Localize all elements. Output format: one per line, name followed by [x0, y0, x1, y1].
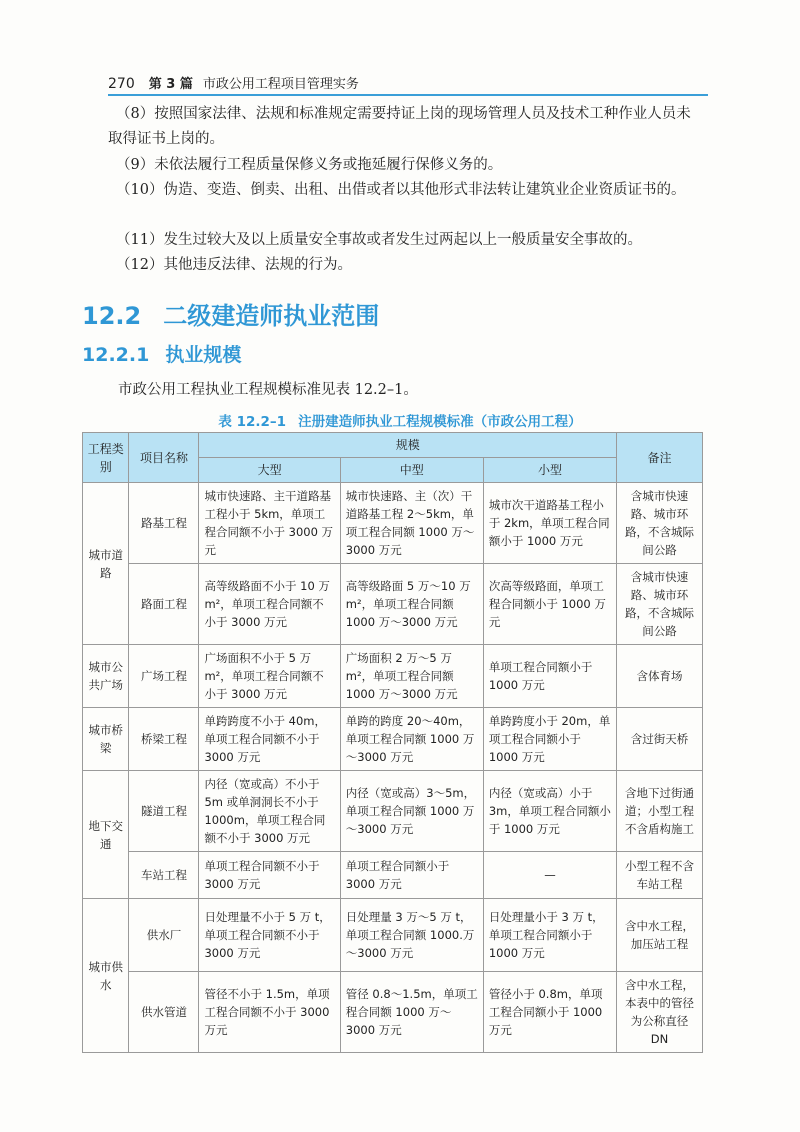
- project-cell: 供水管道: [129, 972, 199, 1053]
- intro-text: 市政公用工程执业工程规模标准见表 12.2–1。: [118, 382, 418, 398]
- project-cell: 路面工程: [129, 564, 199, 645]
- header-title: 市政公用工程项目管理实务: [202, 77, 359, 92]
- paragraph-9: （9）未依法履行工程质量保修义务或拖延履行保修义务的。: [116, 157, 503, 173]
- note-cell: 含中水工程，加压站工程: [617, 899, 703, 972]
- table-row: [83, 972, 703, 1053]
- medium-cell: 内径（宽或高）3～5m，单项工程合同额 1000 万～3000 万元: [340, 771, 483, 852]
- note-cell: 含地下过街通道；小型工程不含盾构施工: [617, 771, 703, 852]
- table-row: [83, 771, 703, 852]
- medium-cell: 日处理量 3 万～5 万 t，单项工程合同额 1000.万～3000 万元: [340, 899, 483, 972]
- paragraph-12: （12）其他违反法律、法规的行为。: [116, 257, 352, 273]
- large-cell: 城市快速路、主干道路基工程小于 5km，单项工程合同额不小于 3000 万元: [199, 483, 340, 564]
- section-title: 二级建造师执业范围: [163, 302, 380, 330]
- table-caption-number: 表 12.2–1: [218, 414, 287, 430]
- subsection-title: 执业规模: [165, 344, 242, 366]
- small-cell: 城市次干道路基工程小于 2km，单项工程合同额小于 1000 万元: [483, 483, 616, 564]
- header-scale: 规模: [199, 433, 617, 458]
- table-row: [83, 564, 703, 645]
- paragraph-11: （11）发生过较大及以上质量安全事故或者发生过两起以上一般质量安全事故的。: [116, 232, 642, 248]
- medium-cell: 城市快速路、主（次）干道路基工程 2～5km，单项工程合同额 1000 万～3000 万元: [340, 483, 483, 564]
- small-cell: 单跨跨度小于 20m，单项工程合同额小于 1000 万元: [483, 708, 616, 771]
- medium-cell: 单项工程合同额小于 3000 万元: [340, 852, 483, 899]
- header-rule: [108, 94, 708, 96]
- project-cell: 供水厂: [129, 899, 199, 972]
- page-header: [108, 70, 708, 92]
- category-cell: 城市公共广场: [83, 645, 129, 708]
- project-cell: 路基工程: [129, 483, 199, 564]
- note-cell: 含城市快速路、城市环路，不含城际间公路: [617, 564, 703, 645]
- header-medium: 中型: [340, 458, 483, 483]
- project-cell: 车站工程: [129, 852, 199, 899]
- medium-cell: 广场面积 2 万～5 万 m²，单项工程合同额 1000 万～3000 万元: [340, 645, 483, 708]
- page-number: 270: [108, 76, 135, 92]
- category-cell: 城市桥梁: [83, 708, 129, 771]
- note-cell: 含中水工程，本表中的管径为公称直径 DN: [617, 972, 703, 1053]
- large-cell: 单项工程合同额不小于 3000 万元: [199, 852, 340, 899]
- medium-cell: 高等级路面 5 万～10 万 m²，单项工程合同额 1000 万～3000 万元: [340, 564, 483, 645]
- part-label: 第 3 篇: [148, 77, 193, 92]
- medium-cell: 单跨的跨度 20～40m，单项工程合同额 1000 万～3000 万元: [340, 708, 483, 771]
- table-row: [83, 852, 703, 899]
- large-cell: 高等级路面不小于 10 万 m²，单项工程合同额不小于 3000 万元: [199, 564, 340, 645]
- paragraph-10: （10）伪造、变造、倒卖、出租、出借或者以其他形式非法转让建筑业企业资质证书的。: [116, 182, 686, 198]
- small-cell: 次高等级路面，单项工程合同额小于 1000 万元: [483, 564, 616, 645]
- category-cell: 城市供水: [83, 899, 129, 1053]
- table-row: [83, 645, 703, 708]
- table-caption-title: 注册建造师执业工程规模标准（市政公用工程）: [298, 414, 582, 430]
- section-heading: [82, 296, 379, 331]
- header-large: 大型: [199, 458, 340, 483]
- note-cell: 含体育场: [617, 645, 703, 708]
- category-cell: 地下交通: [83, 771, 129, 899]
- note-cell: 含过街天桥: [617, 708, 703, 771]
- large-cell: 内径（宽或高）不小于 5m 或单洞洞长不小于 1000m，单项工程合同额不小于 3000 万元: [199, 771, 340, 852]
- small-cell: —: [483, 852, 616, 899]
- project-cell: 隧道工程: [129, 771, 199, 852]
- paragraph-8: （8）按照国家法律、法规和标准规定需要持证上岗的现场管理人员及技术工种作业人员未取得证书上岗的。: [108, 106, 691, 147]
- header-project: 项目名称: [129, 433, 199, 483]
- note-cell: 小型工程不含车站工程: [617, 852, 703, 899]
- table-row: [83, 708, 703, 771]
- scale-standard-table: [82, 432, 703, 1053]
- medium-cell: 管径 0.8～1.5m，单项工程合同额 1000 万～3000 万元: [340, 972, 483, 1053]
- large-cell: 单跨跨度不小于 40m，单项工程合同额不小于 3000 万元: [199, 708, 340, 771]
- header-note: 备注: [617, 433, 703, 483]
- project-cell: 桥梁工程: [129, 708, 199, 771]
- small-cell: 内径（宽或高）小于 3m，单项工程合同额小于 1000 万元: [483, 771, 616, 852]
- table-row: [83, 899, 703, 972]
- subsection-heading: [82, 340, 241, 367]
- table-caption: [0, 410, 800, 430]
- small-cell: 管径小于 0.8m，单项工程合同额小于 1000 万元: [483, 972, 616, 1053]
- header-small: 小型: [483, 458, 616, 483]
- large-cell: 广场面积不小于 5 万 m²，单项工程合同额不小于 3000 万元: [199, 645, 340, 708]
- small-cell: 单项工程合同额小于 1000 万元: [483, 645, 616, 708]
- note-cell: 含城市快速路、城市环路，不含城际间公路: [617, 483, 703, 564]
- large-cell: 日处理量不小于 5 万 t，单项工程合同额不小于 3000 万元: [199, 899, 340, 972]
- project-cell: 广场工程: [129, 645, 199, 708]
- small-cell: 日处理量小于 3 万 t，单项工程合同额小于 1000 万元: [483, 899, 616, 972]
- category-cell: 城市道路: [83, 483, 129, 645]
- subsection-number: 12.2.1: [82, 344, 150, 366]
- table-row: [83, 483, 703, 564]
- large-cell: 管径不小于 1.5m，单项工程合同额不小于 3000 万元: [199, 972, 340, 1053]
- table-header-row: [83, 433, 703, 458]
- section-number: 12.2: [82, 302, 142, 330]
- header-category: 工程类别: [83, 433, 129, 483]
